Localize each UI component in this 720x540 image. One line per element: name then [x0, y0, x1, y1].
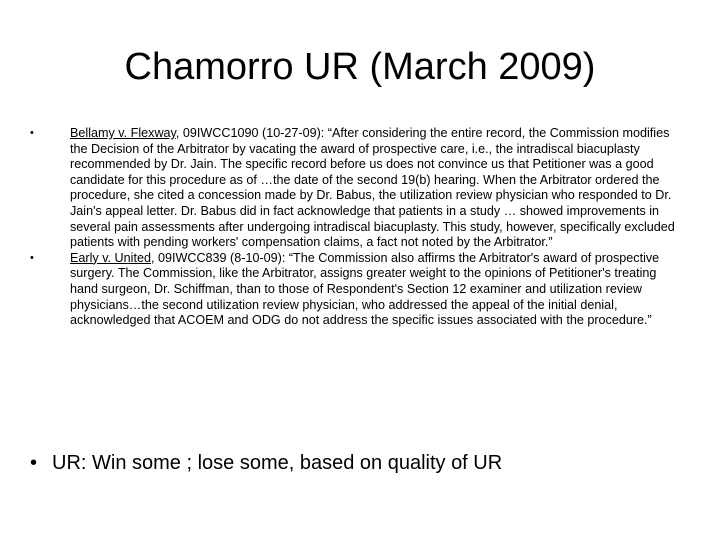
list-item — [30, 450, 690, 476]
main-point-text: UR: Win some ; lose some, based on quality of UR — [52, 452, 503, 474]
bullet-icon: • — [30, 127, 34, 139]
case-link[interactable]: Early v. United — [70, 250, 151, 265]
case-paragraph — [70, 126, 680, 251]
list-item — [30, 251, 680, 329]
list-item — [30, 126, 680, 251]
case-link[interactable]: Bellamy v. Flexway — [70, 126, 176, 140]
bullet-icon: • — [30, 251, 34, 264]
case-quote: , 09IWCC839 (8-10-09): “The Commission also affirms the Arbitrator's award of prospective surgery. The Commission, like the Arbitrator, assigns greater weight to the opinions of Petitioner's treating hand surgeon, Dr. Schiffman, than to those of Respondent's Section 12 examiner and utilization review physicians…the second utilization review physician, who addressed the appeal of the initial denial, acknowledged that ACOEM and ODG do not address the specific issues associated with the procedure.” — [70, 250, 660, 328]
bullet-icon: • — [30, 452, 38, 474]
sub-bullet-list — [30, 126, 680, 329]
main-bullet — [30, 450, 690, 476]
slide-title: Chamorro UR (March 2009) — [124, 46, 596, 88]
case-paragraph — [70, 251, 680, 329]
case-quote: , 09IWCC1090 (10-27-09): “After considering the entire record, the Commission modifies the Decision of the Arbitrator by vacating the award of prospective care, i.e., the intradiscal biacuplasty recommended by Dr. Jain. The specific record before us does not convince us that Petitioner was a good candidate for this procedure as of …the date of the second 19(b) hearing. When the Arbitrator ordered the procedure, she cited a concession made by Dr. Babus, the utilization review physician who responded to Dr. Jain's appeal letter. Dr. Babus did in fact acknowledge that patients in a study … showed improvements in several pain assessments after undergoing intradiscal biacuplasty. This study, however, specifically excluded patients with pending workers' compensation claims, a fact not noted by the Arbitrator.” — [70, 126, 675, 250]
